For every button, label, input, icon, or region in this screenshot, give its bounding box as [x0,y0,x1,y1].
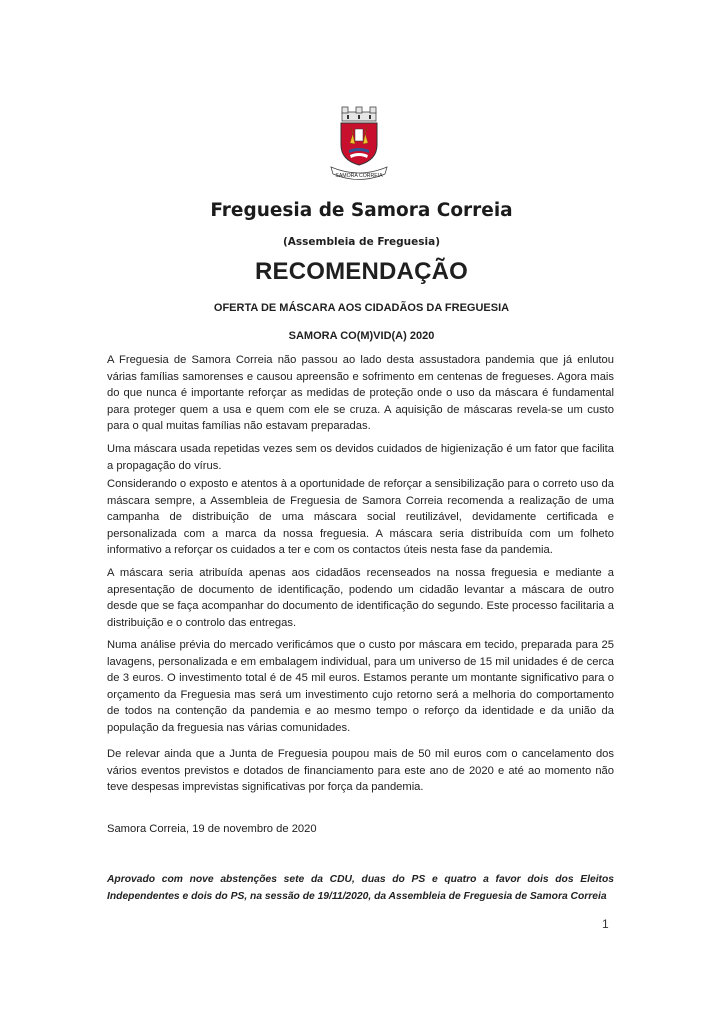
document-title: RECOMENDAÇÃO [254,258,469,285]
body-paragraph: De relevar ainda que a Junta de Freguesia poupou mais de 50 mil euros com o cancelamento dos vários eventos previstos e dotados de financiamento para este ano de 2020 e até ao momento não teve despesas imprevistas significativas por força da pandemia. [107,748,614,793]
crest-motto: SAMORA CORREIA [335,173,383,179]
body-paragraph: Uma máscara usada repetidas vezes sem os devidos cuidados de higienização é um fator que facilita a propagação do vírus. [107,443,614,472]
document-subtitle-campaign: SAMORA CO(M)VID(A) 2020 [288,330,435,342]
approval-note: Aprovado com nove abstenções sete da CDU, duas do PS e quatro a favor dois dos Eleitos Independentes e dois do PS, na sessão de 19/11/2020, da Assembleia de Freguesia de Samora Correia [107,874,614,902]
place-and-date: Samora Correia, 19 de novembro de 2020 [107,823,317,835]
body-paragraph: A máscara seria atribuída apenas aos cidadãos recenseados na nossa freguesia e mediante a apresentação de documento de identificação, podendo um cidadão levantar a máscara de outro desde que se faça acompanhar do documento de identificação do segundo. Este processo facilitaria a distribuição e o controlo das entregas. [107,567,614,629]
body-paragraph: A Freguesia de Samora Correia não passou ao lado desta assustadora pandemia que já enlutou várias famílias samorenses e causou apreensão e sofrimento em centenas de fregueses. Agora mais do que nunca é importante reforçar as medidas de proteção onde o uso da máscara é fundamental para proteger quem a usa e quem com ele se cruza. A aquisição de máscaras revela-se um custo para o qual muitas famílias não estavam preparadas. [107,354,614,432]
document-subtitle: OFERTA DE MÁSCARA AOS CIDADÃOS DA FREGUESIA [213,302,510,314]
body-paragraph: Considerando o exposto e atentos à a oportunidade de reforçar a sensibilização para o correto uso da máscara sempre, a Assembleia de Freguesia de Samora Correia recomenda a realização de uma campanha de distribuição de uma máscara social reutilizável, devidamente certificada e personalizada com a marca da nossa freguesia. A máscara seria distribuída com um folheto informativo a reforçar os cuidados a ter e com os contactos úteis nesta fase da pandemia. [107,478,614,556]
body-paragraph: Numa análise prévia do mercado verificámos que o custo por máscara em tecido, preparada para 25 lavagens, personalizada e em embalagem individual, para um universo de 15 mil unidades é de cerca de 3 euros. O investimento total é de 45 mil euros. Estamos perante um montante significativo para o orçamento da Freguesia mas será um investimento cujo retorno será a melhoria do comportamento de todos na contenção da pandemia e ao mesmo tempo o reforço da identidade e da união da população da freguesia nas várias comunidades. [107,639,614,734]
organization-body: (Assembleia de Freguesia) [282,236,440,248]
page-number: 1 [602,917,609,931]
coat-of-arms-icon [322,103,396,185]
organization-name: Freguesia de Samora Correia [210,200,513,221]
